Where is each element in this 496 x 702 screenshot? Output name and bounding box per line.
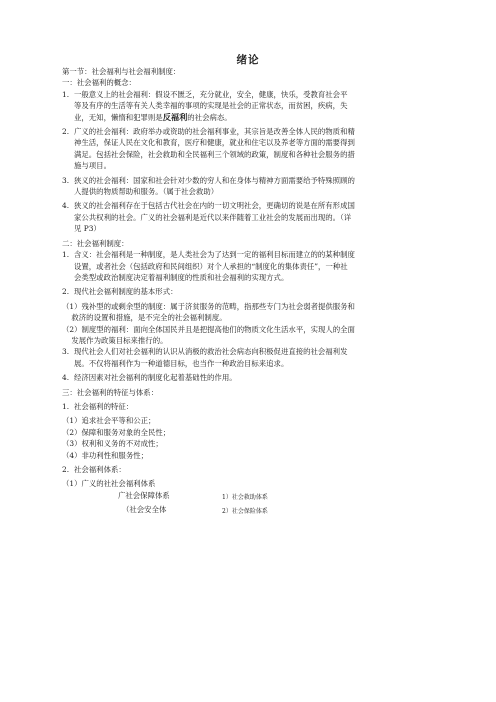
feature-line: （2）保障和服务对象的全民性； [62, 427, 171, 437]
item-line: 狭义的社会福利存在于包括古代社会在内的一切文明社会，更确切的说是在所有形成国 [74, 201, 355, 211]
item-line: 见 P3） [74, 224, 101, 234]
item-number: 2. [62, 287, 70, 297]
list-item [62, 401, 432, 412]
item-line: 会类型或政治制度决定着福利制度的性质和社会福利的实现方式。 [74, 272, 289, 282]
bold-term: 反福利 [162, 111, 188, 122]
feature-line: （4）非功利性和服务性； [62, 450, 149, 460]
section-heading: 第一节：社会福利与社会福利制度： [62, 67, 181, 76]
item-line: 社会福利体系： [74, 465, 126, 474]
item-number: 1. [62, 401, 70, 411]
list-item [62, 175, 432, 198]
item-line [74, 112, 432, 123]
item-number: 4. [62, 373, 70, 383]
item-line: 一般意义上的社会福利：假设不匮乏，充分就业，安全，健康，快乐，受教育社会平 [74, 89, 348, 99]
item-number: 4. [62, 201, 70, 211]
list-item [62, 200, 432, 234]
item-line: 社会福利的特征： [74, 401, 134, 411]
item-number: 3. [62, 347, 70, 357]
page-title: 绪论 [236, 54, 260, 66]
document-body [62, 66, 432, 522]
scheme-right-line: 1）社会救助体系 [222, 493, 268, 501]
list-item [62, 89, 432, 123]
item-number: 3. [62, 175, 70, 185]
item-line: 等及有序的生活等有关人类幸福的事项的实现是社会的正常状态，而贫困，疾病，失 [74, 101, 348, 111]
item-line: 人提供的物质帮助和服务。（属于社会救助） [74, 187, 219, 197]
item-number: 1. [62, 89, 70, 99]
part3-heading: 三：社会福利的特征与体系： [62, 387, 159, 397]
item-number: 2. [62, 127, 70, 137]
form-line: （2）制度型的福利：面向全体国民并且是把提高他们的物质文化生活水平，实现人的全面 [62, 324, 355, 334]
list-item [62, 464, 432, 475]
part1-heading: 一：社会福利的概念： [62, 78, 136, 88]
item-line: 设置，或者社会（包括政府和民间组织）对个人承担的“制度化的集体责任”，一种社 [74, 261, 348, 271]
item-number: 2. [62, 465, 70, 474]
item-line: 现代社会人们对社会福利的认识从消极的救治社会病态向积极促进直接的社会福利发 [74, 347, 348, 357]
item-line: 满足。包括社会保险，社会救助和全民福利三个领域的政策，制度和各种社会服务的措 [74, 149, 355, 159]
item-line: 施与项目。 [74, 161, 111, 171]
system-scheme [62, 490, 432, 522]
form-line: 救济的设置和措施，是不完全的社会福利制度。 [62, 313, 227, 323]
text-segment: 业，无知，懒惰和犯罪则是 [74, 112, 163, 122]
item-line: 家公共权利的社会。广义的社会福利是近代以来伴随着工业社会的发展而出现的。（详 [74, 212, 352, 222]
list-item [62, 346, 432, 369]
system-broad: （1）广义的社社会福利体系 [62, 479, 156, 489]
item-line: 含义：社会福利是一种制度，是人类社会为了达到一定的福利目标而建立的的某种制度 [74, 250, 355, 260]
item-line: 现代社会福利制度的基本形式： [74, 287, 178, 297]
part2-heading: 二：社会福利制度： [62, 238, 129, 248]
feature-line: （3）权利和义务的不对成性； [62, 439, 163, 449]
scheme-right-line: 2）社会保险体系 [222, 507, 268, 515]
item-line: 广义的社会福利：政府举办或资助的社会福利事业，其宗旨是改善全体人民的物质和精 [74, 127, 355, 137]
text-segment: 的社会病态。 [187, 112, 232, 122]
list-item [62, 249, 432, 283]
scheme-left-line: 广社会保障体系 [118, 490, 170, 500]
form-line: 发展作为政策目标来推行的。 [62, 335, 168, 345]
list-item [62, 286, 432, 297]
list-item [62, 126, 432, 172]
scheme-left-line: （社会安全体 [122, 504, 167, 514]
item-line: 展。不仅将福利作为一种道德目标，也当作一种政治目标来追求。 [74, 358, 289, 368]
list-item [62, 372, 432, 383]
item-line: 神生活，保证人民在文化和教育，医疗和健康，就业和住宅以及养老等方面的需要得到 [74, 138, 355, 148]
item-number: 1. [62, 250, 70, 260]
feature-line: （1）追求社会平等和公正； [62, 416, 156, 426]
form-line: （1）残补型的或剩余型的制度：属于济贫服务的范畴，指那些专门为社会弱者提供服务和 [62, 301, 355, 311]
item-line: 狭义的社会福利：国家和社会针对少数的穷人和在身体与精神方面需要给予特殊照顾的 [74, 175, 355, 185]
item-line: 经济因素对社会福利的制度化起着基础性的作用。 [74, 373, 237, 383]
